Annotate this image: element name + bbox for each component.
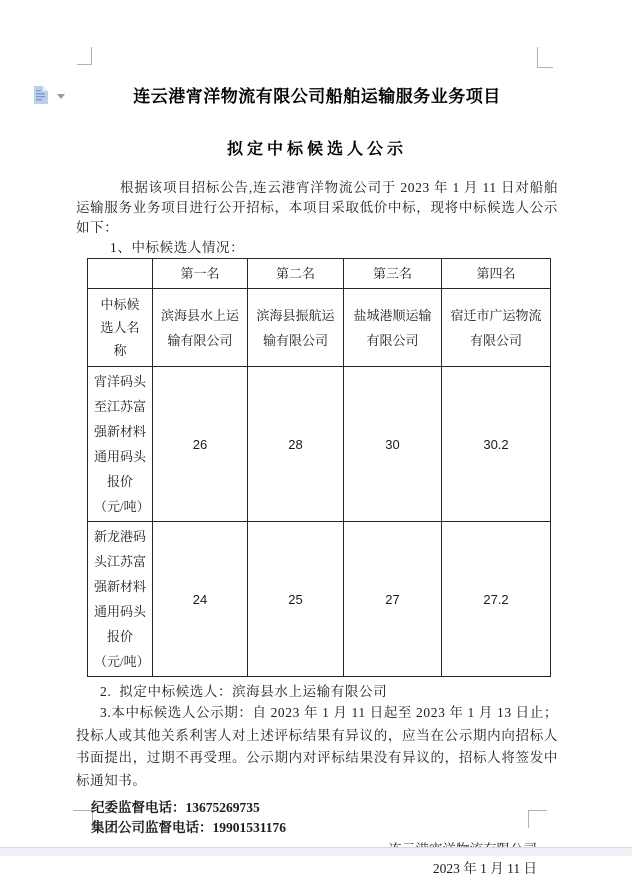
table-cell: 盐城港顺运输有限公司 xyxy=(344,289,442,367)
table-row-price-xinlonggang xyxy=(88,522,551,677)
signature-date: 2023 年 1 月 11 日 xyxy=(432,861,537,876)
signature-block xyxy=(76,840,558,878)
bid-candidates-table xyxy=(87,258,551,677)
table-cell: 24 xyxy=(153,522,248,677)
crop-mark-top-right xyxy=(537,47,553,68)
list-item-3: 3.本中标候选人公示期：自 2023 年 1 月 11 日起至 2023 年 1 月 13 日止；投标人或其他关系利害人对上述评标结果有异议的，应当在公示期内向招标人书面提出，过期不再受理。公示期内对评标结果没有异议的，招标人将签发中标通知书。 xyxy=(76,705,558,788)
intro-paragraph: 根据该项目招标公告,连云港宵洋物流公司于 2023 年 1 月 11 日对船舶运输服务业务项目进行公开招标，本项目采取低价中标，现将中标候选人公示如下： xyxy=(76,180,558,235)
dropdown-arrow-icon[interactable] xyxy=(57,94,65,99)
group-phone-line: 集团公司监督电话：19901531176 xyxy=(91,820,287,835)
table-header-row xyxy=(88,259,551,289)
document-subtitle: 拟定中标候选人公示 xyxy=(226,141,407,158)
table-row-candidate-names xyxy=(88,289,551,367)
row-label-cell: 新龙港码头江苏富强新材料通用码头报价（元/吨） xyxy=(88,522,153,677)
document-content xyxy=(76,84,558,878)
list-item-2: 2. 拟定中标候选人：滨海县水上运输有限公司 xyxy=(100,684,388,699)
table-header-cell: 第四名 xyxy=(442,259,551,289)
list-item-1: 1、中标候选人情况： xyxy=(110,240,245,255)
discipline-phone-line: 纪委监督电话：13675269735 xyxy=(91,800,260,815)
table-cell: 宿迁市广运物流有限公司 xyxy=(442,289,551,367)
table-cell: 25 xyxy=(248,522,344,677)
row-label-cell: 中标候选人名称 xyxy=(88,289,153,367)
crop-mark-top-left xyxy=(77,47,92,65)
table-header-cell xyxy=(88,259,153,289)
paste-options-button[interactable] xyxy=(32,85,66,107)
row-label-cell: 宵洋码头至江苏富强新材料通用码头报价（元/吨） xyxy=(88,367,153,522)
table-cell: 27 xyxy=(344,522,442,677)
table-cell: 滨海县水上运输有限公司 xyxy=(153,289,248,367)
document-title: 连云港宵洋物流有限公司船舶运输服务业务项目 xyxy=(133,87,501,106)
table-header-cell: 第一名 xyxy=(153,259,248,289)
table-cell: 26 xyxy=(153,367,248,522)
table-cell: 30.2 xyxy=(442,367,551,522)
table-cell: 28 xyxy=(248,367,344,522)
table-cell: 27.2 xyxy=(442,522,551,677)
table-header-cell: 第二名 xyxy=(248,259,344,289)
table-header-cell: 第三名 xyxy=(344,259,442,289)
table-row-price-xiaoyang xyxy=(88,367,551,522)
table-cell: 30 xyxy=(344,367,442,522)
viewport-bottom-edge xyxy=(0,847,632,856)
supervision-contacts xyxy=(76,798,558,838)
table-cell: 滨海县振航运输有限公司 xyxy=(248,289,344,367)
